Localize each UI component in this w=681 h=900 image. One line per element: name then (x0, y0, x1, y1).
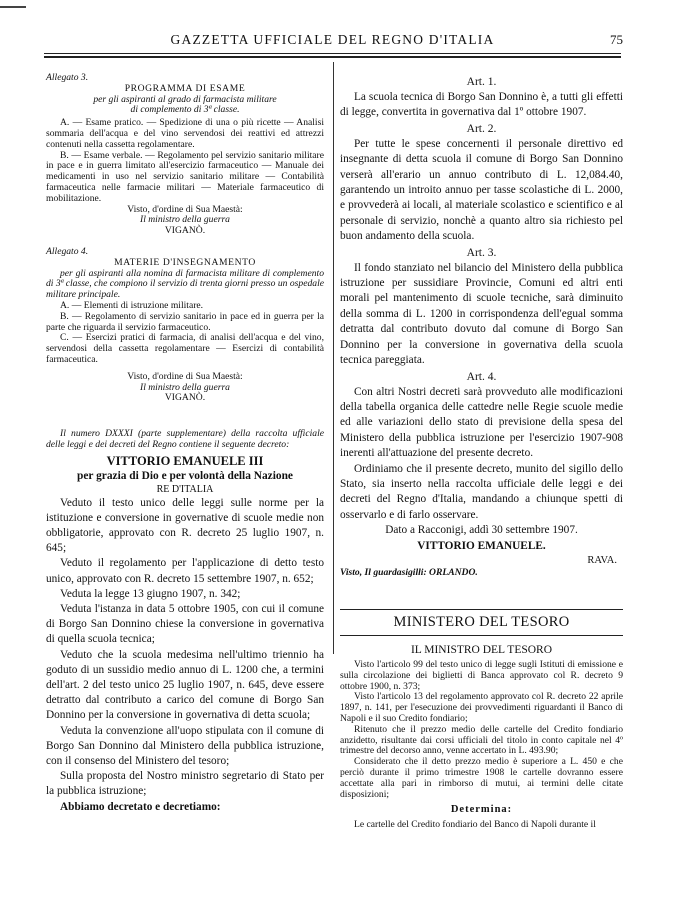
tesoro-para-2: Visto l'articolo 13 del regolamento approvato col R. decreto 22 aprile 1897, n. 141, per l'esecuzione dei provvedimenti riguardanti il Banco di Napoli e il suo Credito fondiario; (340, 691, 623, 724)
decree-para-7: Sulla proposta del Nostro ministro segretario di Stato per la pubblica istruzione; (46, 770, 324, 798)
allegato-3-visto: Visto, d'ordine di Sua Maestà: (127, 203, 243, 215)
decree-re: RE D'ITALIA (156, 483, 214, 495)
decree-para-5: Veduto che la scuola medesima nell'ultimo triennio ha goduto di un sussidio medio annuo di L. 1200 che, a termini dell'art. 2 del testo unico 25 luglio 1907, n. 645, deve essere detratto dal contributo a carico del comune di Borgo San Donnino per la conversione in governativa di detta scuola; (46, 648, 324, 722)
decree-para-8: Abbiamo decretato e decretiamo: (60, 800, 221, 813)
decree-para-2: Veduto il regolamento per l'applicazione di detto testo unico, approvato con R. decreto 15 settembre 1907, n. 652; (46, 557, 324, 585)
allegato-3-label: Allegato 3. (46, 72, 89, 83)
art-1-text: La scuola tecnica di Borgo San Donnino è, a tutti gli effetti di legge, convertita in governativa dal 1º ottobre 1907. (340, 91, 623, 119)
art-4-text: Con altri Nostri decreti sarà provveduto alle modificazioni della tabella organica delle cattedre nelle Regie scuole medie ed alle variazioni dello stato di previsione della spesa del Ministero della pubblica istruzione per l'esercizio 1907-908 inerenti all'attuazione del presente decreto. (340, 385, 623, 460)
allegato-3-title: PROGRAMMA DI ESAME (124, 82, 246, 94)
decree (46, 429, 324, 815)
allegato-4-title: MATERIE D'INSEGNAMENTO (114, 256, 256, 268)
decree-para-6: Veduta la convenzione all'uopo stipulata con il comune di Borgo San Donnino dal Ministero della pubblica istruzione, con il consenso del Ministero del tesoro; (46, 724, 324, 768)
allegato-4-label: Allegato 4. (46, 246, 89, 257)
gazette-title: GAZZETTA UFFICIALE DEL REGNO D'ITALIA (170, 32, 495, 47)
page-header (44, 32, 621, 52)
decree-king: VITTORIO EMANUELE III (106, 453, 264, 468)
ministero-title: MINISTERO DEL TESORO (393, 614, 570, 630)
decree-grace: per grazia di Dio e per volontà della Nazione (77, 469, 293, 482)
allegato-3-item-b: B. — Esame verbale. — Regolamento pel servizio sanitario militare in pace e in guerra limitato all'esercizio farmaceutico — Manuale dei medicamenti in uso nel servizio sanitario militare — Contabilità farmaceutica nelle farmacie militari — Materiale farmaceutico di mobilitazione. (46, 149, 324, 204)
column-divider (333, 62, 334, 654)
minister-signature: RAVA. (587, 554, 617, 566)
il-ministro-title: IL MINISTRO DEL TESORO (410, 644, 553, 656)
header-rule (44, 53, 621, 54)
scan-mark (0, 6, 26, 8)
decree-para-3: Veduta la legge 13 giugno 1907, n. 342; (60, 587, 241, 600)
decree-date: Dato a Racconigi, addì 30 settembre 1907. (385, 524, 578, 537)
allegato-3-subtitle-1: per gli aspiranti al grado di farmacista militare (93, 93, 277, 105)
header-rule-thick (44, 56, 621, 58)
ministero-heading-box (340, 609, 623, 636)
allegato-4-item-b: B. — Regolamento di servizio sanitario in pace ed in guerra per la parte che riguarda il servizio farmaceutico. (46, 310, 324, 333)
art-2-text: Per tutte le spese concernenti il personale direttivo ed insegnante di detta scuola il comune di Borgo San Donnino verserà all'erario un annuo contributo di L. 12,084.40, garantendo un introito annuo per tasse scolastiche di L. 2000, e provvederà ai locali, al materiale scolastico e scientifico e al personale di servizio, nonchè a quanto altro sia richiesto pel buon andamento della scuola. (340, 137, 623, 243)
decree-intro: Il numero DXXXI (parte supplementare) della raccolta ufficiale delle leggi e dei decreti del Regno contiene il seguente decreto: (46, 428, 324, 450)
tesoro-para-1: Visto l'articolo 99 del testo unico di legge sugli Istituti di emissione e sulla circolazione dei biglietti di Banca approvato col R. decreto 9 ottobre 1900, n. 373; (340, 659, 623, 692)
ministero-tesoro (340, 609, 623, 831)
art-3-text: Il fondo stanziato nel bilancio del Ministero della pubblica istruzione per sussidiare Provincie, Comuni ed altri enti morali pel mantenimento di scuole tecniche, sarà diminuito della somma di L. 1200 in corrispondenza dell'egual somma detratta dal contributo dovuto dal comune di Borgo San Donnino per la conversione in governativa della scuola tecnica pareggiata. (340, 261, 623, 367)
art-1-heading: Art. 1. (466, 76, 497, 88)
allegato-4-ministro: Il ministro della guerra (140, 381, 230, 393)
tesoro-para-4: Considerato che il detto prezzo medio è superiore a L. 450 e che perciò durante il primo trimestre 1908 le cartelle dovranno essere accettate alla pari in rimborso di mutui, ai termini delle citate disposizioni; (340, 756, 623, 800)
king-signature: VITTORIO EMANUELE. (417, 539, 546, 552)
decree-para-4: Veduta l'istanza in data 5 ottobre 1905, con cui il comune di Borgo San Donnino chiese la conversione in governativa di quella scuola tecnica; (46, 603, 324, 646)
guardasigilli-visto: Visto, Il guardasigilli: ORLANDO. (340, 566, 478, 578)
allegato-4-subtitle: per gli aspiranti alla nomina di farmacista militare di complemento di 3ª classe, che compiono il servizio di trenta giorni presso un ospedale militare principale. (46, 267, 324, 301)
allegato-4-visto: Visto, d'ordine di Sua Maestà: (127, 370, 243, 382)
decree-para-1: Veduto il testo unico delle leggi sulle norme per la istituzione e conversione in governative di scuole medie non obbligatorie, approvato con R. decreto 25 luglio 1907, n. 645; (46, 496, 324, 555)
art-2-heading: Art. 2. (466, 122, 497, 135)
allegato-3-firma: VIGANÒ. (164, 225, 206, 237)
tesoro-para-3: Ritenuto che il prezzo medio delle cartelle del Credito fondiario anzidetto, risultante dai corsi ufficiali del titolo in conto capitale nel 4º trimestre del decorso anno, venne accertato in L. 493.90; (340, 723, 623, 757)
determina-heading: Determina: (450, 804, 513, 816)
allegato-3-ministro: Il ministro della guerra (140, 214, 230, 226)
allegato-3-item-a: A. — Esame pratico. — Spedizione di una o più ricette — Analisi sommaria dell'acqua e del vino servendosi dei reattivi ed attrezzi contenuti nella cassetta regolamentare. (46, 117, 324, 150)
decree-articles (340, 74, 623, 579)
art-3-heading: Art. 3. (466, 246, 497, 259)
allegato-3-subtitle-2: di complemento di 3ª classe. (130, 104, 240, 116)
allegato-4-item-c: C. — Esercizi pratici di farmacia, di analisi dell'acqua e del vino, servendosi della cassetta regolamentare — Esercizi di contabilità farmaceutica. (46, 332, 324, 365)
tesoro-para-5: Le cartelle del Credito fondiario del Banco di Napoli durante il (354, 819, 596, 831)
allegato-4-firma: VIGANÒ. (164, 392, 206, 404)
page-number: 75 (610, 32, 623, 47)
allegato-4 (46, 247, 324, 404)
allegato-3 (46, 73, 324, 237)
art-4-heading: Art. 4. (466, 370, 497, 383)
ordiniamo-text: Ordiniamo che il presente decreto, munito del sigillo dello Stato, sia inserto nella raccolta ufficiale delle leggi e dei decreti del Regno d'Italia, mandando a chiunque spetti di osservarlo e di farlo osservare. (340, 462, 623, 521)
allegato-4-item-a: A. — Elementi di istruzione militare. (60, 299, 204, 311)
